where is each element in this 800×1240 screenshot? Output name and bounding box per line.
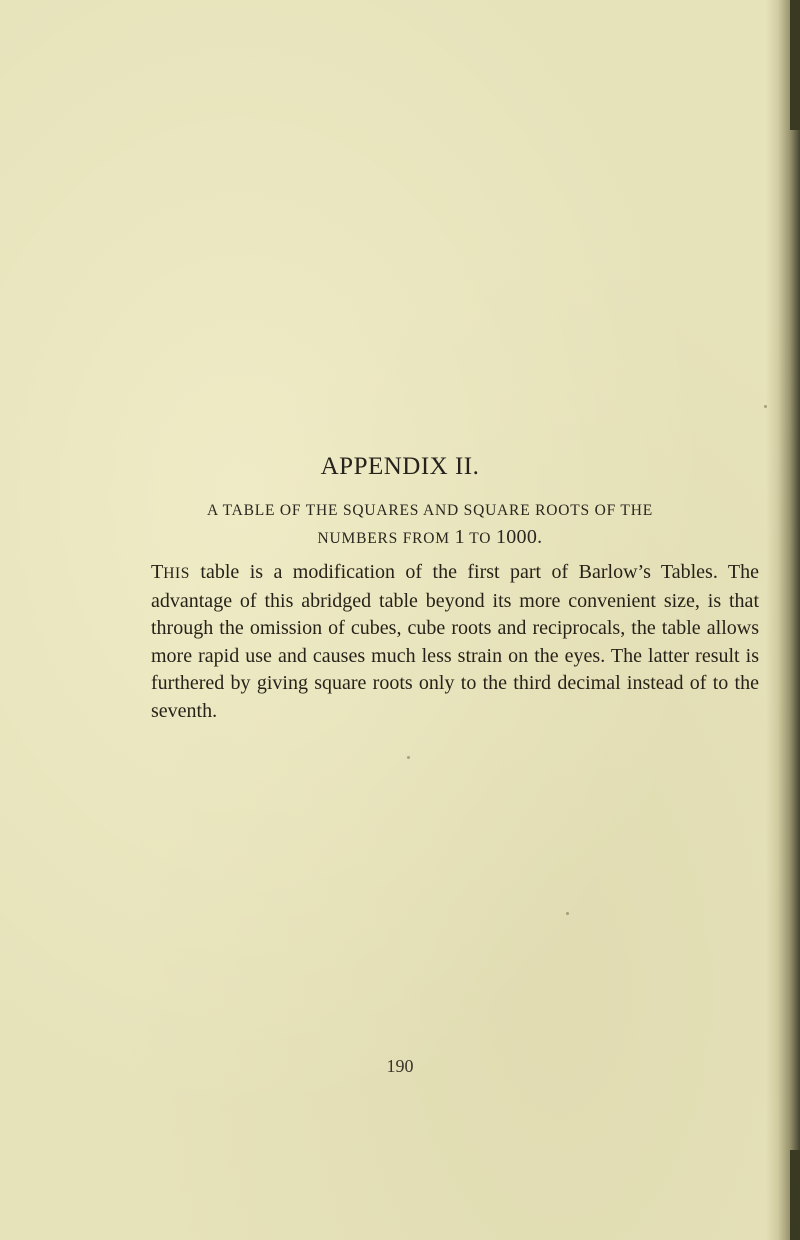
subheading-prefix: NUMBERS FROM xyxy=(317,530,450,547)
subheading-to-number: 1000. xyxy=(495,526,543,548)
subheading-line-1: A TABLE OF THE SQUARES AND SQUARE ROOTS OF THE xyxy=(207,502,653,519)
paragraph-first-letter: T xyxy=(151,561,164,583)
paragraph-text: table is a modification of the first part of Barlow’s Tables. The advantage of this abridged table beyond its more convenient size, is that through the omission of cubes, cube roots and reciprocals, the table allows more rapid use and causes much less strain on the eyes. The latter result is furthered by giving square roots only to the third decimal instead of to the seventh. xyxy=(151,561,759,722)
paragraph-first-word-rest: HIS xyxy=(163,565,190,582)
subheading-line-2 xyxy=(150,524,710,552)
body-paragraph xyxy=(151,559,759,725)
page-edge-dark-top xyxy=(790,0,800,130)
subheading-from-number: 1 xyxy=(454,526,465,548)
page-number: 190 xyxy=(386,1056,414,1076)
paper-speck xyxy=(764,405,767,408)
appendix-heading: APPENDIX II. xyxy=(320,453,480,480)
paper-speck xyxy=(407,756,410,759)
paper-speck xyxy=(566,912,569,915)
subheading-to-word: TO xyxy=(469,530,492,547)
table-subheading xyxy=(150,498,710,552)
page-edge-dark-bottom xyxy=(790,1150,800,1240)
page-edge-shadow xyxy=(766,0,800,1240)
